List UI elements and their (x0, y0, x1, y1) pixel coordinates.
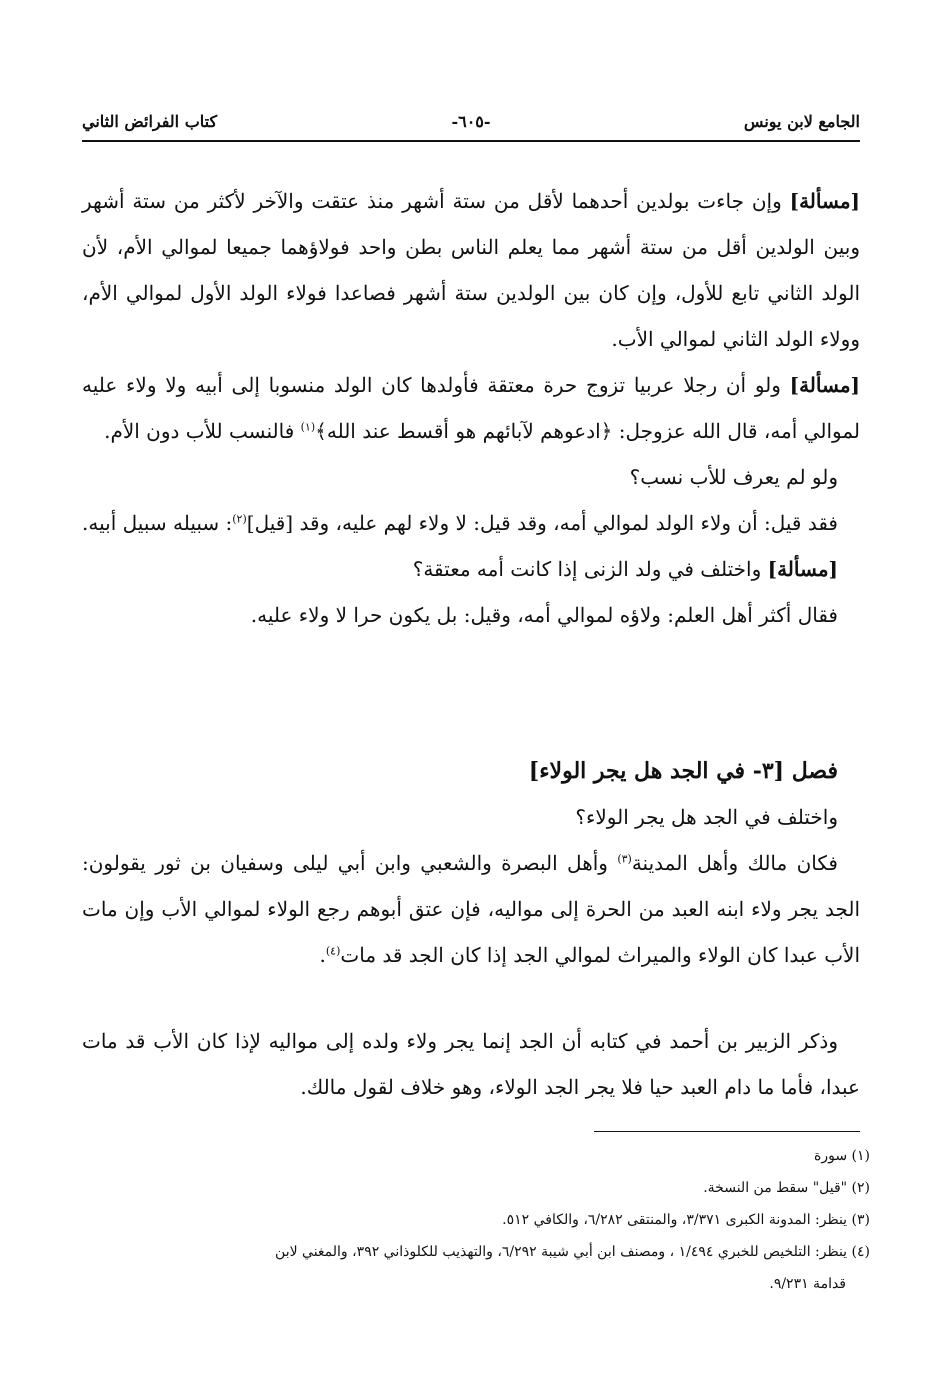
section-question: واختلف في الجد هل يجر الولاء؟ (575, 805, 838, 829)
footnote-item: (١) سورة (814, 1148, 870, 1164)
section-paragraph: وذكر الزبير بن أحمد في كتابه أن الجد إنما يجر ولاء ولده إلى مواليه لإذا كان الأب قد مات عبدا، فأما ما دام العبد حيا فلا يجر الجد الولاء، وهو خلاف لقول مالك. (82, 1029, 860, 1099)
answer-text: : سبيله سبيل أبيه. (82, 511, 233, 535)
section-text: فكان مالك وأهل المدينة (631, 851, 838, 875)
book-title: الجامع لابن يونس (743, 112, 860, 131)
header-rule (82, 140, 860, 142)
issue-tag: [مسألة] (789, 373, 860, 397)
answer-paragraph (82, 500, 860, 546)
issue-text: واختلف في ولد الزنى إذا كانت أمه معتقة؟ (412, 557, 768, 581)
footnote-rule (594, 1131, 860, 1132)
section-block (82, 748, 860, 978)
closing-block (82, 1018, 860, 1110)
running-header (82, 112, 860, 140)
page-number: -٦٠٥- (451, 112, 491, 131)
chapter-title: كتاب الفرائض الثاني (82, 112, 218, 131)
footnote-marker: (٢) (232, 512, 247, 526)
answer-text: فقد قيل: أن ولاء الولد لموالي أمه، وقد قيل: لا ولاء لهم عليه، وقد [قيل] (246, 511, 838, 535)
section-title: فصل [٣- في الجد هل يجر الولاء] (528, 758, 838, 784)
footnotes (100, 1140, 870, 1300)
footnote-item: (٤) ينظر: التلخيص للخبري ١/٤٩٤ ، ومصنف ابن أبي شيبة ٦/٢٩٢، والتهذيب للكلوذاني ٣٩٢، والمغني لابن (275, 1244, 870, 1260)
issue-paragraph (82, 178, 860, 362)
section-paragraph (82, 840, 860, 978)
issue-paragraph (82, 546, 860, 592)
section-text: . (319, 943, 326, 967)
answer-paragraph: فقال أكثر أهل العلم: ولاؤه لموالي أمه، وقيل: بل يكون حرا لا ولاء عليه. (250, 603, 838, 627)
issue-tag: [مسألة] (767, 557, 838, 581)
issues-block (82, 178, 860, 638)
footnote-item: (٣) ينظر: المدونة الكبرى ٣/٣٧١، والمنتقى ٦/٢٨٢، والكافي ٥١٢. (502, 1212, 870, 1228)
section-text: وأهل البصرة والشعبي وابن أبي ليلى وسفيان بن ثور يقولون: الجد يجر ولاء ابنه العبد من الحرة إلى مواليه، فإن عتق أبوهم رجع الولاء لموالي الأب وإن مات الأب عبدا كان الولاء والميراث لموالي الجد إذا كان الجد قد مات (82, 851, 860, 967)
issue-text: فالنسب للأب دون الأم. (104, 419, 301, 443)
footnote-marker: (٤) (325, 944, 341, 958)
footnote-marker: (١) (300, 420, 316, 434)
issue-paragraph (82, 362, 860, 454)
footnote-item: (٢) "قيل" سقط من النسخة. (703, 1180, 870, 1196)
issue-text: ولو أن رجلا عربيا تزوج حرة معتقة فأولدها كان الولد منسوبا إلى أبيه ولا ولاء عليه لموالي أمه، قال الله عزوجل: ﴿ادعوهم لآبائهم هو أقسط عند الله﴾ (82, 373, 860, 443)
issue-tag: [مسألة] (789, 189, 860, 213)
footnote-continuation: قدامة ٩/٢٣١. (769, 1276, 846, 1292)
footnote-marker: (٣) (617, 852, 632, 866)
issue-text: وإن جاءت بولدين أحدهما لأقل من ستة أشهر منذ عتقت والآخر لأكثر من ستة أشهر وبين الولدين أقل من ستة أشهر مما يعلم الناس بطن واحد فولاؤهما جميعا لموالي الأم، لأن الولد الثاني تابع للأول، وإن كان بين الولدين ستة أشهر فصاعدا فولاء الولد الأول لموالي الأم، وولاء الولد الثاني لموالي الأب. (82, 189, 861, 351)
question-paragraph: ولو لم يعرف للأب نسب؟ (629, 465, 838, 489)
